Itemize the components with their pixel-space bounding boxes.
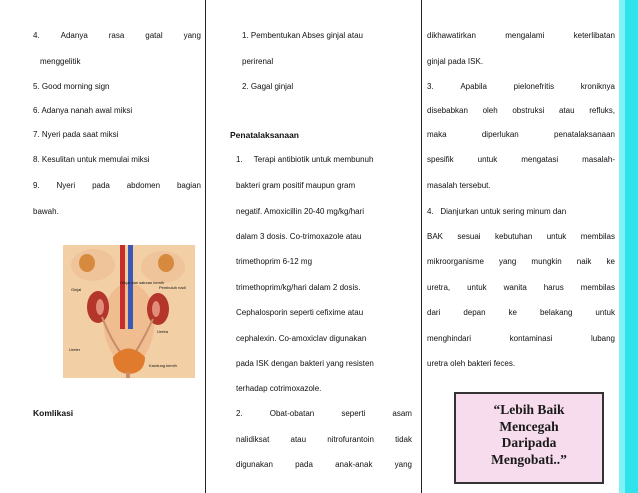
text-line: bakteri gram positif maupun gram	[236, 181, 356, 190]
text-line: ginjal pada ISK.	[427, 57, 484, 66]
text-line: cephalexin. Co-amoxiclav digunakan	[236, 334, 367, 343]
text-line: Cephalosporin seperti cefixime atau	[236, 308, 364, 317]
text-line: 1. Terapi antibiotik untuk membunuh	[236, 155, 374, 164]
text-line: maka diperlukan penatalaksanaan	[427, 130, 615, 139]
section-heading-komplikasi: Komlikasi	[33, 408, 74, 418]
motto-quote: “Lebih Baik Mencegah Daripada Mengobati..”	[491, 402, 567, 467]
text-line: terhadap cotrimoxazole.	[236, 384, 322, 393]
text-line: spesifik untuk mengatasi masalah-	[427, 155, 615, 164]
text-line: trimethoprim 6-12 mg	[236, 257, 313, 266]
text-line: uretra oleh bakteri feces.	[427, 359, 516, 368]
text-line: masalah tersebut.	[427, 181, 491, 190]
text-line: 8. Kesulitan untuk memulai miksi	[33, 155, 150, 164]
urinary-system-illustration	[63, 245, 195, 378]
text-line: 2. Obat-obatan seperti asam	[236, 409, 412, 418]
text-line: 4. Adanya rasa gatal yang	[33, 31, 201, 40]
text-line: BAK sesuai kebutuhan untuk membilas	[427, 232, 615, 241]
text-line: 5. Good morning sign	[33, 82, 110, 91]
section-heading-penatalaksanaan: Penatalaksanaan	[230, 130, 299, 140]
text-line: pada ISK dengan bakteri yang resisten	[236, 359, 374, 368]
column-1	[0, 0, 205, 493]
cyan-accent-bar	[619, 0, 638, 493]
text-line: 4. Dianjurkan untuk sering minum dan	[427, 207, 567, 216]
text-line: 7. Nyeri pada saat miksi	[33, 130, 119, 139]
text-line: dikhawatirkan mengalami keterlibatan	[427, 31, 615, 40]
text-line: negatif. Amoxicillin 20-40 mg/kg/hari	[236, 207, 365, 216]
figure-label: Uretra	[157, 329, 169, 334]
text-line: menghindari kontaminasi lubang	[427, 334, 615, 343]
figure-label: Ginjal dan saluran kemih	[120, 280, 165, 285]
text-line: 3. Apabila pielonefritis kroniknya	[427, 82, 615, 91]
figure-label: Kandung kemih	[149, 363, 177, 368]
figure-label: Ureter	[69, 347, 81, 352]
figure-label: Pembuluh nadi	[159, 285, 186, 290]
text-line: uretra, untuk wanita harus membilas	[427, 283, 615, 292]
text-line: mikroorganisme yang mungkin naik ke	[427, 257, 615, 266]
text-line: perirenal	[242, 57, 274, 66]
text-line: 2. Gagal ginjal	[242, 82, 294, 91]
accent-bar-highlight	[619, 0, 625, 493]
column-2	[206, 0, 421, 493]
figure-label: Ginjal	[71, 287, 82, 292]
text-line: 1. Pembentukan Abses ginjal atau	[242, 31, 363, 40]
text-line: disebabkan oleh obstruksi atau refluks,	[427, 106, 615, 115]
text-line: 6. Adanya nanah awal miksi	[33, 106, 133, 115]
text-line: trimethoprim/kg/hari dalam 2 dosis.	[236, 283, 361, 292]
text-line: menggelitik	[40, 57, 81, 66]
text-line: 9. Nyeri pada abdomen bagian	[33, 181, 201, 190]
text-line: dalam 3 dosis. Co-trimoxazole atau	[236, 232, 362, 241]
motto-quote-box	[454, 392, 604, 484]
text-line: nalidiksat atau nitrofurantoin tidak	[236, 435, 412, 444]
text-line: dari depan ke belakang untuk	[427, 308, 615, 317]
text-line: bawah.	[33, 207, 59, 216]
text-line: digunakan pada anak-anak yang	[236, 460, 412, 469]
